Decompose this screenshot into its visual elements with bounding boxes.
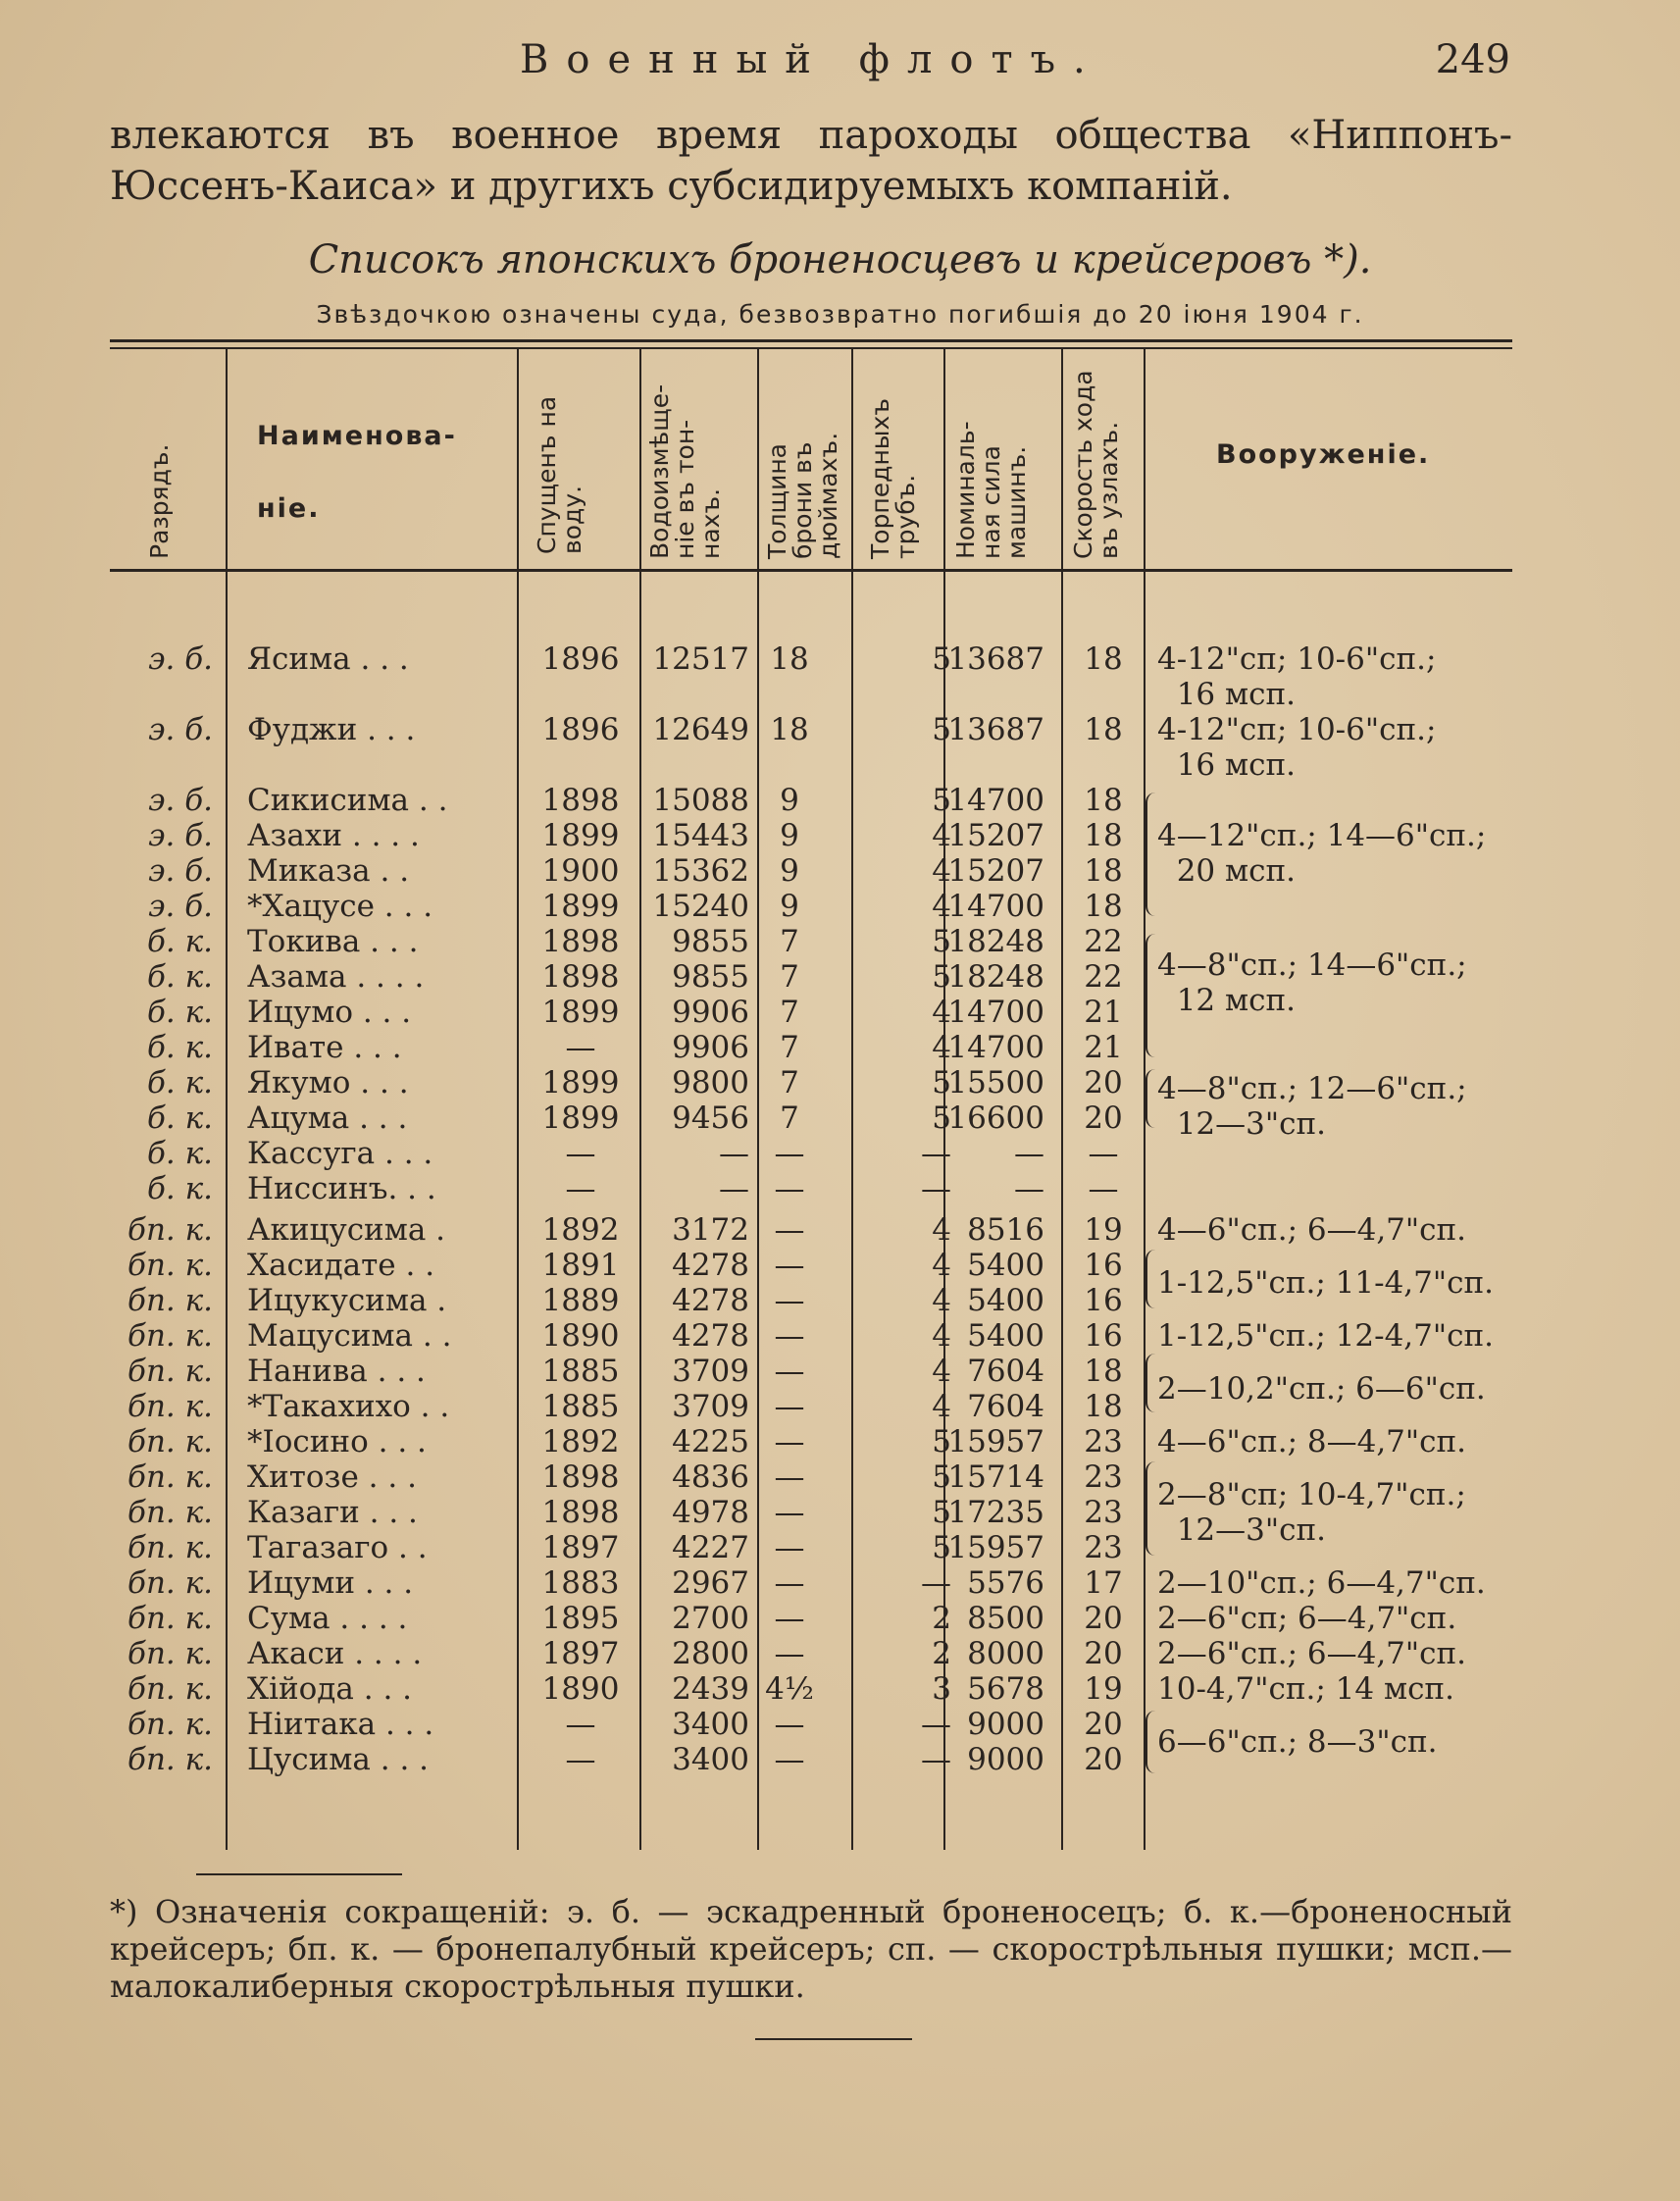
row-rank: б. к.: [147, 995, 213, 1030]
row-armor: 7: [780, 924, 799, 959]
row-launched: 1899: [541, 889, 620, 924]
group-brace: [1145, 793, 1157, 916]
row-name: Кассуга . . .: [247, 1136, 433, 1171]
row-name: Цусима . . .: [247, 1742, 430, 1777]
row-launched: 1898: [541, 1495, 620, 1530]
armament-cell: 2—6"сп; 6—4,7"сп.: [1157, 1601, 1457, 1636]
row-displacement: 9800: [672, 1065, 749, 1100]
row-name: Ясима . . .: [247, 641, 409, 677]
row-rank: э. б.: [148, 889, 213, 924]
row-name: Фуджи . . .: [247, 712, 416, 747]
row-name: Мацусима . .: [247, 1318, 452, 1354]
row-displacement: 9855: [672, 959, 749, 995]
row-name: *Такахихо . .: [247, 1389, 450, 1424]
row-name: Казаги . . .: [247, 1495, 418, 1530]
row-launched: —: [565, 1742, 596, 1777]
row-hp: 13687: [947, 712, 1044, 747]
row-hp: 17235: [947, 1495, 1044, 1530]
row-displacement: 12517: [652, 641, 749, 677]
row-name: Хитозе . . .: [247, 1459, 417, 1495]
row-torpedo: 5: [932, 783, 951, 818]
row-torpedo: 4: [932, 1212, 951, 1248]
row-torpedo: 4: [932, 1030, 951, 1065]
row-name: Ніитака . . .: [247, 1707, 434, 1742]
row-displacement: 9906: [672, 1030, 749, 1065]
row-rank: бп. к.: [127, 1389, 213, 1424]
row-hp: 8500: [967, 1601, 1044, 1636]
row-name: Нанива . . .: [247, 1354, 426, 1389]
row-displacement: 12649: [652, 712, 749, 747]
row-torpedo: 4: [932, 1248, 951, 1283]
row-armor: —: [774, 1742, 805, 1777]
row-torpedo: 2: [932, 1636, 951, 1671]
row-torpedo: 4: [932, 1354, 951, 1389]
row-launched: 1898: [541, 783, 620, 818]
row-rank: бп. к.: [127, 1601, 213, 1636]
row-hp: 18248: [947, 959, 1044, 995]
row-name: *Хацусе . . .: [247, 889, 433, 924]
row-hp: 14700: [947, 995, 1044, 1030]
row-name: Тагазаго . .: [247, 1530, 428, 1565]
row-speed: 18: [1084, 889, 1123, 924]
row-torpedo: 5: [932, 712, 951, 747]
row-name: Хасидате . .: [247, 1248, 435, 1283]
row-hp: 7604: [967, 1354, 1044, 1389]
group-brace: [1145, 934, 1157, 1057]
row-launched: —: [565, 1030, 596, 1065]
row-displacement: 9456: [672, 1100, 749, 1136]
row-displacement: 4278: [672, 1248, 749, 1283]
armament-cell: 2—6"сп.; 6—4,7"сп.: [1157, 1636, 1467, 1671]
armament-cell: 1-12,5"сп.; 11-4,7"сп.: [1157, 1265, 1495, 1301]
row-name: Акицусима .: [247, 1212, 446, 1248]
row-armor: 9: [780, 853, 799, 889]
row-hp: 14700: [947, 783, 1044, 818]
table-row: [0, 783, 1680, 818]
armament-cell: 10-4,7"сп.; 14 мсп.: [1157, 1671, 1454, 1707]
row-launched: 1885: [541, 1389, 620, 1424]
row-launched: —: [565, 1707, 596, 1742]
row-name: *Іосино . . .: [247, 1424, 427, 1459]
row-rank: б. к.: [147, 924, 213, 959]
end-rule: [755, 2038, 912, 2040]
row-hp: 8000: [967, 1636, 1044, 1671]
row-torpedo: 3: [932, 1671, 951, 1707]
group-brace: [1145, 1354, 1157, 1412]
col-header-torpedo: Торпедныхъ трубъ.: [866, 398, 920, 559]
row-armor: —: [774, 1283, 805, 1318]
row-hp: 8516: [967, 1212, 1044, 1248]
row-launched: 1895: [541, 1601, 620, 1636]
row-speed: 19: [1084, 1212, 1123, 1248]
row-hp: 7604: [967, 1389, 1044, 1424]
row-rank: э. б.: [148, 783, 213, 818]
row-rank: бп. к.: [127, 1248, 213, 1283]
table-top-rule: [110, 339, 1512, 342]
row-rank: б. к.: [147, 1065, 213, 1100]
row-displacement: 2439: [672, 1671, 749, 1707]
row-hp: —: [1014, 1136, 1044, 1171]
col-header-speed: Скорость хода въ узлахъ.: [1069, 370, 1123, 559]
table-note: Звѣздочкою означены суда, безвозвратно погибшія до 20 іюня 1904 г.: [316, 300, 1364, 329]
row-torpedo: —: [921, 1136, 951, 1171]
row-displacement: 2700: [672, 1601, 749, 1636]
row-name: Ниссинъ. . .: [247, 1171, 436, 1206]
row-displacement: 3709: [672, 1354, 749, 1389]
row-speed: 18: [1084, 1389, 1123, 1424]
row-displacement: 9906: [672, 995, 749, 1030]
row-hp: 14700: [947, 889, 1044, 924]
row-displacement: 15240: [652, 889, 749, 924]
row-name: Ивате . . .: [247, 1030, 402, 1065]
row-displacement: 3400: [672, 1707, 749, 1742]
row-displacement: 4978: [672, 1495, 749, 1530]
row-torpedo: 4: [932, 818, 951, 853]
row-name: Якумо . . .: [247, 1065, 409, 1100]
row-name: Хійода . . .: [247, 1671, 413, 1707]
row-torpedo: —: [921, 1742, 951, 1777]
row-hp: 18248: [947, 924, 1044, 959]
row-name: Токива . . .: [247, 924, 419, 959]
row-displacement: 4227: [672, 1530, 749, 1565]
group-brace: [1145, 1069, 1157, 1128]
row-armor: —: [774, 1495, 805, 1530]
row-rank: бп. к.: [127, 1424, 213, 1459]
row-torpedo: —: [921, 1565, 951, 1601]
row-rank: бп. к.: [127, 1530, 213, 1565]
row-torpedo: 5: [932, 1424, 951, 1459]
row-torpedo: 2: [932, 1601, 951, 1636]
row-launched: 1890: [541, 1318, 620, 1354]
page-number: 249: [1435, 37, 1510, 82]
row-speed: 18: [1084, 1354, 1123, 1389]
row-launched: 1889: [541, 1283, 620, 1318]
row-displacement: 3172: [672, 1212, 749, 1248]
row-speed: 18: [1084, 641, 1123, 677]
table-title: Списокъ японскихъ броненосцевъ и крейсеровъ *).: [308, 237, 1372, 282]
row-torpedo: 4: [932, 995, 951, 1030]
row-hp: 16600: [947, 1100, 1044, 1136]
row-launched: 1898: [541, 1459, 620, 1495]
row-armor: —: [774, 1424, 805, 1459]
col-header-name: Наименова- ніе.: [257, 421, 457, 524]
armament-cell: 2—10"сп.; 6—4,7"сп.: [1157, 1565, 1486, 1601]
row-displacement: 4225: [672, 1424, 749, 1459]
row-hp: 14700: [947, 1030, 1044, 1065]
row-rank: бп. к.: [127, 1636, 213, 1671]
row-displacement: 15362: [652, 853, 749, 889]
row-name: Акаси . . . .: [247, 1636, 423, 1671]
row-rank: э. б.: [148, 818, 213, 853]
row-armor: 18: [770, 712, 809, 747]
row-hp: 9000: [967, 1742, 1044, 1777]
row-displacement: —: [719, 1136, 749, 1171]
row-rank: б. к.: [147, 1136, 213, 1171]
row-speed: 20: [1084, 1636, 1123, 1671]
armament-cell: 4-12"сп; 10-6"сп.; 16 мсп.: [1157, 712, 1437, 783]
row-hp: —: [1014, 1171, 1044, 1206]
row-hp: 15500: [947, 1065, 1044, 1100]
row-launched: 1899: [541, 995, 620, 1030]
row-displacement: 2967: [672, 1565, 749, 1601]
row-torpedo: 4: [932, 1283, 951, 1318]
row-launched: 1896: [541, 712, 620, 747]
row-launched: 1899: [541, 818, 620, 853]
row-speed: 18: [1084, 783, 1123, 818]
row-speed: 21: [1084, 995, 1123, 1030]
row-armor: —: [774, 1248, 805, 1283]
row-armor: 9: [780, 818, 799, 853]
row-launched: 1885: [541, 1354, 620, 1389]
row-speed: 16: [1084, 1248, 1123, 1283]
row-name: Ицумо . . .: [247, 995, 412, 1030]
row-armor: 4½: [765, 1671, 814, 1707]
row-rank: бп. к.: [127, 1283, 213, 1318]
row-name: Миказа . .: [247, 853, 410, 889]
row-name: Сикисима . .: [247, 783, 448, 818]
row-torpedo: 4: [932, 853, 951, 889]
row-rank: бп. к.: [127, 1354, 213, 1389]
row-name: Ицукусима .: [247, 1283, 447, 1318]
row-speed: 23: [1084, 1495, 1123, 1530]
row-launched: 1899: [541, 1100, 620, 1136]
row-armor: —: [774, 1389, 805, 1424]
row-launched: 1898: [541, 924, 620, 959]
row-speed: —: [1088, 1136, 1119, 1171]
row-rank: бп. к.: [127, 1707, 213, 1742]
row-torpedo: 5: [932, 924, 951, 959]
armament-cell: 4—8"сп.; 14—6"сп.; 12 мсп.: [1157, 947, 1467, 1018]
row-armor: —: [774, 1212, 805, 1248]
table-row: [0, 1030, 1680, 1065]
armament-cell: 2—10,2"сп.; 6—6"сп.: [1157, 1371, 1486, 1407]
row-armor: —: [774, 1530, 805, 1565]
row-speed: 20: [1084, 1601, 1123, 1636]
row-armor: —: [774, 1354, 805, 1389]
row-rank: бп. к.: [127, 1565, 213, 1601]
row-armor: —: [774, 1171, 805, 1206]
row-torpedo: 4: [932, 889, 951, 924]
row-torpedo: 5: [932, 959, 951, 995]
footnote-rule: [196, 1873, 402, 1875]
row-launched: —: [565, 1171, 596, 1206]
row-armor: —: [774, 1318, 805, 1354]
row-speed: 23: [1084, 1424, 1123, 1459]
col-header-hp: Номиналь- ная сила машинъ.: [951, 421, 1031, 559]
footnote: *) Означенія сокращеній: э. б. — эскадренный броненосецъ; б. к.—броненосный крейсеръ; бп. к. — бронепалубный крейсеръ; сп. — скорострѣльныя пушки; мсп.—малокалиберныя скорострѣльныя пушки.: [110, 1893, 1512, 2005]
row-displacement: 3400: [672, 1742, 749, 1777]
row-displacement: 4278: [672, 1283, 749, 1318]
row-hp: 13687: [947, 641, 1044, 677]
row-name: Ицуми . . .: [247, 1565, 414, 1601]
row-armor: —: [774, 1636, 805, 1671]
row-speed: 18: [1084, 818, 1123, 853]
row-speed: 16: [1084, 1283, 1123, 1318]
armament-cell: 2—8"сп; 10-4,7"сп.; 12—3"сп.: [1157, 1477, 1466, 1548]
row-displacement: 4278: [672, 1318, 749, 1354]
armament-cell: 4—12"сп.; 14—6"сп.; 20 мсп.: [1157, 818, 1487, 889]
armament-cell: 4-12"сп; 10-6"сп.; 16 мсп.: [1157, 641, 1437, 712]
row-torpedo: 5: [932, 1459, 951, 1495]
row-armor: 9: [780, 889, 799, 924]
row-launched: 1896: [541, 641, 620, 677]
row-torpedo: 5: [932, 1530, 951, 1565]
row-name: Азама . . . .: [247, 959, 425, 995]
row-launched: 1891: [541, 1248, 620, 1283]
group-brace: [1145, 1461, 1157, 1556]
row-rank: б. к.: [147, 1030, 213, 1065]
group-brace: [1145, 1250, 1157, 1308]
row-rank: бп. к.: [127, 1318, 213, 1354]
header-bottom-rule: [110, 569, 1512, 572]
armament-cell: 4—6"сп.; 8—4,7"сп.: [1157, 1424, 1467, 1459]
row-hp: 9000: [967, 1707, 1044, 1742]
row-torpedo: 5: [932, 1100, 951, 1136]
row-speed: 20: [1084, 1100, 1123, 1136]
table-row: [0, 1171, 1680, 1206]
col-header-armor: Толщина брони въ дюймахъ.: [763, 432, 842, 559]
row-name: Сума . . . .: [247, 1601, 408, 1636]
row-armor: —: [774, 1707, 805, 1742]
row-armor: —: [774, 1459, 805, 1495]
row-launched: 1892: [541, 1424, 620, 1459]
row-rank: бп. к.: [127, 1742, 213, 1777]
row-speed: 23: [1084, 1530, 1123, 1565]
row-speed: 18: [1084, 853, 1123, 889]
row-torpedo: 5: [932, 1495, 951, 1530]
row-displacement: 9855: [672, 924, 749, 959]
row-launched: 1899: [541, 1065, 620, 1100]
row-launched: —: [565, 1136, 596, 1171]
row-hp: 15714: [947, 1459, 1044, 1495]
row-armor: —: [774, 1565, 805, 1601]
table-top-rule-2: [110, 347, 1512, 349]
row-hp: 15207: [947, 818, 1044, 853]
row-hp: 5576: [967, 1565, 1044, 1601]
col-header-armament: Вооруженіе.: [1216, 439, 1431, 470]
row-armor: 7: [780, 995, 799, 1030]
group-brace: [1145, 1711, 1157, 1773]
row-speed: 20: [1084, 1742, 1123, 1777]
row-armor: 7: [780, 1030, 799, 1065]
row-hp: 5678: [967, 1671, 1044, 1707]
row-launched: 1897: [541, 1636, 620, 1671]
row-armor: —: [774, 1601, 805, 1636]
row-hp: 15957: [947, 1424, 1044, 1459]
row-rank: э. б.: [148, 853, 213, 889]
row-speed: 22: [1084, 959, 1123, 995]
intro-paragraph: влекаются въ военное время пароходы общества «Ниппонъ-Юссенъ-Каиса» и другихъ субсидируемыхъ компаній.: [110, 113, 1512, 209]
row-speed: 18: [1084, 712, 1123, 747]
row-armor: 7: [780, 959, 799, 995]
col-header-launched: Спущенъ на воду.: [533, 395, 586, 554]
row-armor: —: [774, 1136, 805, 1171]
row-speed: 19: [1084, 1671, 1123, 1707]
row-torpedo: 4: [932, 1389, 951, 1424]
armament-cell: 4—6"сп.; 6—4,7"сп.: [1157, 1212, 1467, 1248]
row-speed: 21: [1084, 1030, 1123, 1065]
row-armor: 7: [780, 1100, 799, 1136]
row-name: Азахи . . . .: [247, 818, 420, 853]
running-title: Военный флотъ.: [520, 37, 1103, 82]
row-rank: бп. к.: [127, 1212, 213, 1248]
table-row: [0, 889, 1680, 924]
row-displacement: 3709: [672, 1389, 749, 1424]
row-speed: 20: [1084, 1707, 1123, 1742]
row-hp: 5400: [967, 1318, 1044, 1354]
row-launched: 1897: [541, 1530, 620, 1565]
row-rank: бп. к.: [127, 1459, 213, 1495]
armament-cell: 6—6"сп.; 8—3"сп.: [1157, 1724, 1438, 1760]
row-rank: б. к.: [147, 1171, 213, 1206]
row-torpedo: 5: [932, 641, 951, 677]
running-head: [108, 37, 1510, 86]
row-speed: 16: [1084, 1318, 1123, 1354]
armament-cell: 4—8"сп.; 12—6"сп.; 12—3"сп.: [1157, 1071, 1467, 1142]
row-displacement: 4836: [672, 1459, 749, 1495]
row-armor: 7: [780, 1065, 799, 1100]
row-speed: 22: [1084, 924, 1123, 959]
row-displacement: 2800: [672, 1636, 749, 1671]
row-speed: 23: [1084, 1459, 1123, 1495]
col-header-displacement: Водоизмѣще- ніе въ тон- нахъ.: [645, 384, 725, 559]
row-speed: —: [1088, 1171, 1119, 1206]
row-name: Ацума . . .: [247, 1100, 408, 1136]
row-rank: б. к.: [147, 1100, 213, 1136]
row-speed: 17: [1084, 1565, 1123, 1601]
row-launched: 1898: [541, 959, 620, 995]
row-launched: 1892: [541, 1212, 620, 1248]
row-hp: 5400: [967, 1283, 1044, 1318]
row-rank: бп. к.: [127, 1671, 213, 1707]
row-rank: э. б.: [148, 712, 213, 747]
row-launched: 1900: [541, 853, 620, 889]
row-armor: 9: [780, 783, 799, 818]
row-rank: б. к.: [147, 959, 213, 995]
row-rank: бп. к.: [127, 1495, 213, 1530]
row-torpedo: —: [921, 1171, 951, 1206]
row-displacement: 15088: [652, 783, 749, 818]
row-torpedo: 4: [932, 1318, 951, 1354]
row-launched: 1890: [541, 1671, 620, 1707]
row-launched: 1883: [541, 1565, 620, 1601]
row-hp: 15207: [947, 853, 1044, 889]
row-displacement: 15443: [652, 818, 749, 853]
row-torpedo: —: [921, 1707, 951, 1742]
row-rank: э. б.: [148, 641, 213, 677]
row-hp: 5400: [967, 1248, 1044, 1283]
row-hp: 15957: [947, 1530, 1044, 1565]
row-torpedo: 5: [932, 1065, 951, 1100]
row-speed: 20: [1084, 1065, 1123, 1100]
row-displacement: —: [719, 1171, 749, 1206]
armament-cell: 1-12,5"сп.; 12-4,7"сп.: [1157, 1318, 1495, 1354]
row-armor: 18: [770, 641, 809, 677]
col-header-rank: Разрядъ.: [145, 443, 174, 559]
